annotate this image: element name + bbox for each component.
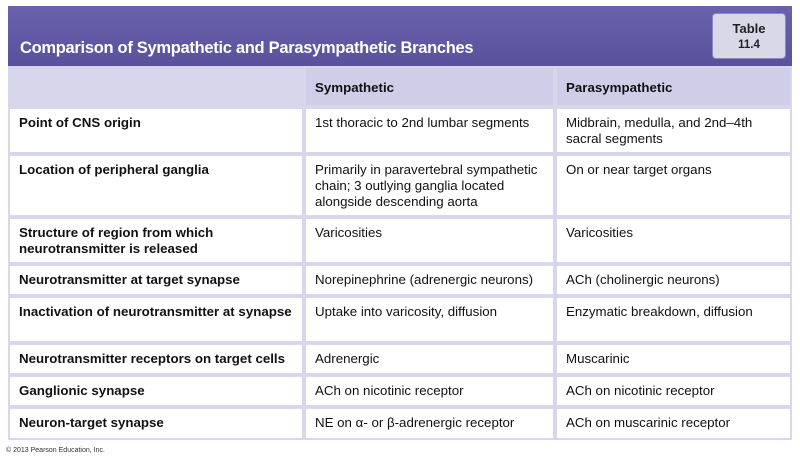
cell-sympathetic: Uptake into varicosity, diffusion xyxy=(306,298,553,341)
row-label: Inactivation of neurotransmitter at synapse xyxy=(10,298,302,341)
column-header-blank xyxy=(10,68,302,105)
cell-sympathetic: ACh on nicotinic receptor xyxy=(306,377,553,405)
cell-parasympathetic: On or near target organs xyxy=(557,156,790,215)
row-label: Neuron-target synapse xyxy=(10,409,302,438)
cell-parasympathetic: Muscarinic xyxy=(557,345,790,373)
cell-sympathetic: Norepinephrine (adrenergic neurons) xyxy=(306,266,553,294)
row-label: Neurotransmitter receptors on target cells xyxy=(10,345,302,373)
cell-parasympathetic: Enzymatic breakdown, diffusion xyxy=(557,298,790,341)
column-header-parasympathetic: Parasympathetic xyxy=(557,68,790,105)
column-header-sympathetic: Sympathetic xyxy=(306,68,553,105)
cell-parasympathetic: Midbrain, medulla, and 2nd–4th sacral segments xyxy=(557,109,790,152)
table-title: Comparison of Sympathetic and Parasympathetic Branches xyxy=(20,39,474,57)
copyright-notice: © 2013 Pearson Education, Inc. xyxy=(6,447,105,454)
row-label: Neurotransmitter at target synapse xyxy=(10,266,302,294)
cell-sympathetic: 1st thoracic to 2nd lumbar segments xyxy=(306,109,553,152)
cell-sympathetic: Adrenergic xyxy=(306,345,553,373)
cell-parasympathetic: ACh on muscarinic receptor xyxy=(557,409,790,438)
table-badge-label: Table xyxy=(732,21,766,36)
row-label: Point of CNS origin xyxy=(10,109,302,152)
cell-parasympathetic: Varicosities xyxy=(557,219,790,262)
row-label: Structure of region from which neurotransmitter is released xyxy=(10,219,302,262)
cell-sympathetic: Varicosities xyxy=(306,219,553,262)
table-header-bar xyxy=(8,6,792,66)
cell-sympathetic: Primarily in paravertebral sympathetic chain; 3 outlying ganglia located alongside descending aorta xyxy=(306,156,553,215)
table-badge-number: 11.4 xyxy=(738,39,760,51)
row-label: Ganglionic synapse xyxy=(10,377,302,405)
cell-parasympathetic: ACh on nicotinic receptor xyxy=(557,377,790,405)
row-label: Location of peripheral ganglia xyxy=(10,156,302,215)
cell-parasympathetic: ACh (cholinergic neurons) xyxy=(557,266,790,294)
table-number-badge xyxy=(712,13,786,59)
cell-sympathetic: NE on α- or β-adrenergic receptor xyxy=(306,409,553,438)
comparison-table xyxy=(8,66,792,440)
